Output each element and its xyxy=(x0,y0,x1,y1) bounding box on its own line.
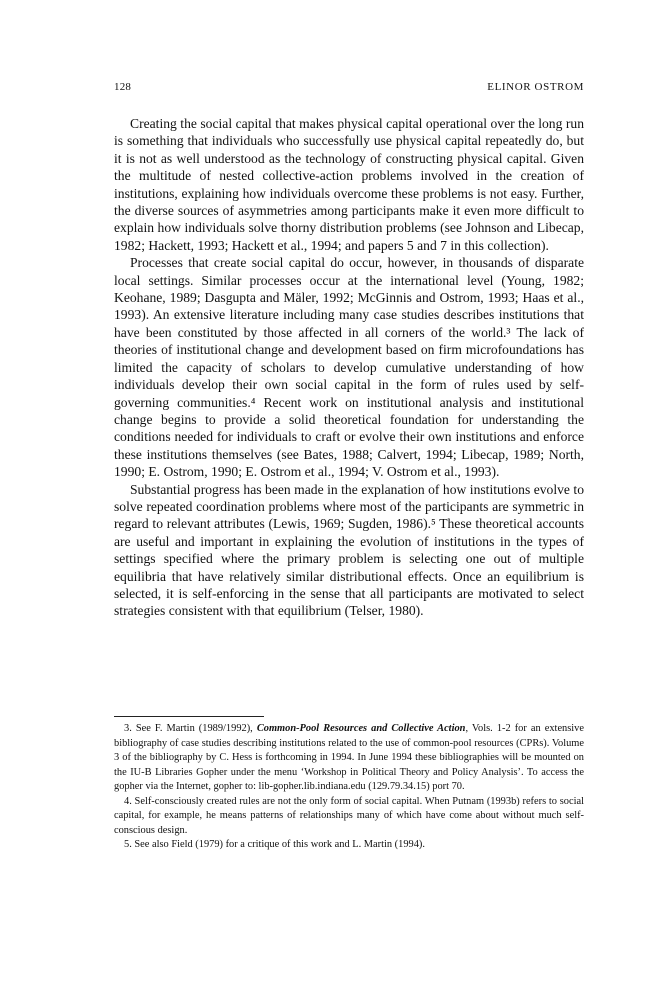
page-number: 128 xyxy=(114,81,132,93)
footnote-3-book-title: Common-Pool Resources and Collective Action xyxy=(256,723,466,734)
footnote-divider xyxy=(114,716,264,717)
footnote-5: 5. See also Field (1979) for a critique of this work and L. Martin (1994). xyxy=(124,839,425,850)
paragraph: Substantial progress has been made in the explanation of how institutions evolve to solve repeated coordination problems where most of the participants are symmetric in regard to relevant attributes (Lewis, 1969; Sugden, 1986).⁵ These theoretical accounts are useful and important in explaining the evolution of institutions in the types of settings specified where the primary problem is selecting one out of multiple equilibria that have relatively similar distributional effects. Once an equilibrium is selected, it is self-enforcing in the sense that all participants are motivated to select strategies consistent with that equilibrium (Telser, 1980). xyxy=(114,481,584,619)
paragraph: Processes that create social capital do occur, however, in thousands of disparate local settings. Similar processes occur at the international level (Young, 1982; Keohane, 1989; Dasgupta and Mäler, 1992; McGinnis and Ostrom, 1993; Haas et al., 1993). An extensive literature including many case studies describes institutions that have been constituted by those affected in all corners of the world.³ The lack of theories of institutional change and development based on firm microfoundations has limited the capacity of scholars to develop cumulative understanding of how individuals develop their own social capital in the form of rules used by self-governing communities.⁴ Recent work on institutional analysis and institutional change begins to provide a solid theoretical foundation for understanding the conditions needed for individuals to craft or evolve their own institutions and enforce these institutions themselves (see Bates, 1988; Calvert, 1994; Libecap, 1989; North, 1990; E. Ostrom, 1990; E. Ostrom et al., 1994; V. Ostrom et al., 1993). xyxy=(114,255,584,480)
paragraph: Creating the social capital that makes physical capital operational over the long run is something that individuals who successfully use physical capital repeatedly do, but it is not as well understood as the technology of constructing physical capital. Given the multitude of nested collective-action problems involved in the creation of institutions, explaining how individuals overcome these problems is not easy. Further, the diverse sources of asymmetries among participants make it even more difficult to explain how individuals solve thorny distribution problems (see Johnson and Libecap, 1982; Hackett, 1993; Hackett et al., 1994; and papers 5 and 7 in this collection). xyxy=(114,116,584,253)
footnote-3-lead: 3. See F. Martin (1989/1992), xyxy=(124,723,257,734)
body-text xyxy=(114,115,584,620)
footnotes xyxy=(114,722,584,853)
footnote-3-rest: , Vols. 1-2 for an extensive bibliography of case studies describing institutions related to the use of common-pool resources (CPRs). Volume 3 of the bibliography by C. Hess is forthcoming in 1994. In June 1994 these bibliographies will be mounted on the IU-B Libraries Gopher under the menu ‘Workshop in Political Theory and Policy Analysis’. To access the gopher via the Internet, gopher to: lib-gopher.lib.indiana.edu (129.79.34.15) port 70. xyxy=(114,723,584,792)
footnote-3 xyxy=(114,722,584,795)
running-head-author: ELINOR OSTROM xyxy=(487,81,584,93)
footnote-4: 4. Self-consciously created rules are not the only form of social capital. When Putnam (1993b) refers to social capital, for example, he means patterns of relationships many of which have come about without much self-conscious design. xyxy=(114,795,584,836)
running-head xyxy=(114,81,584,97)
